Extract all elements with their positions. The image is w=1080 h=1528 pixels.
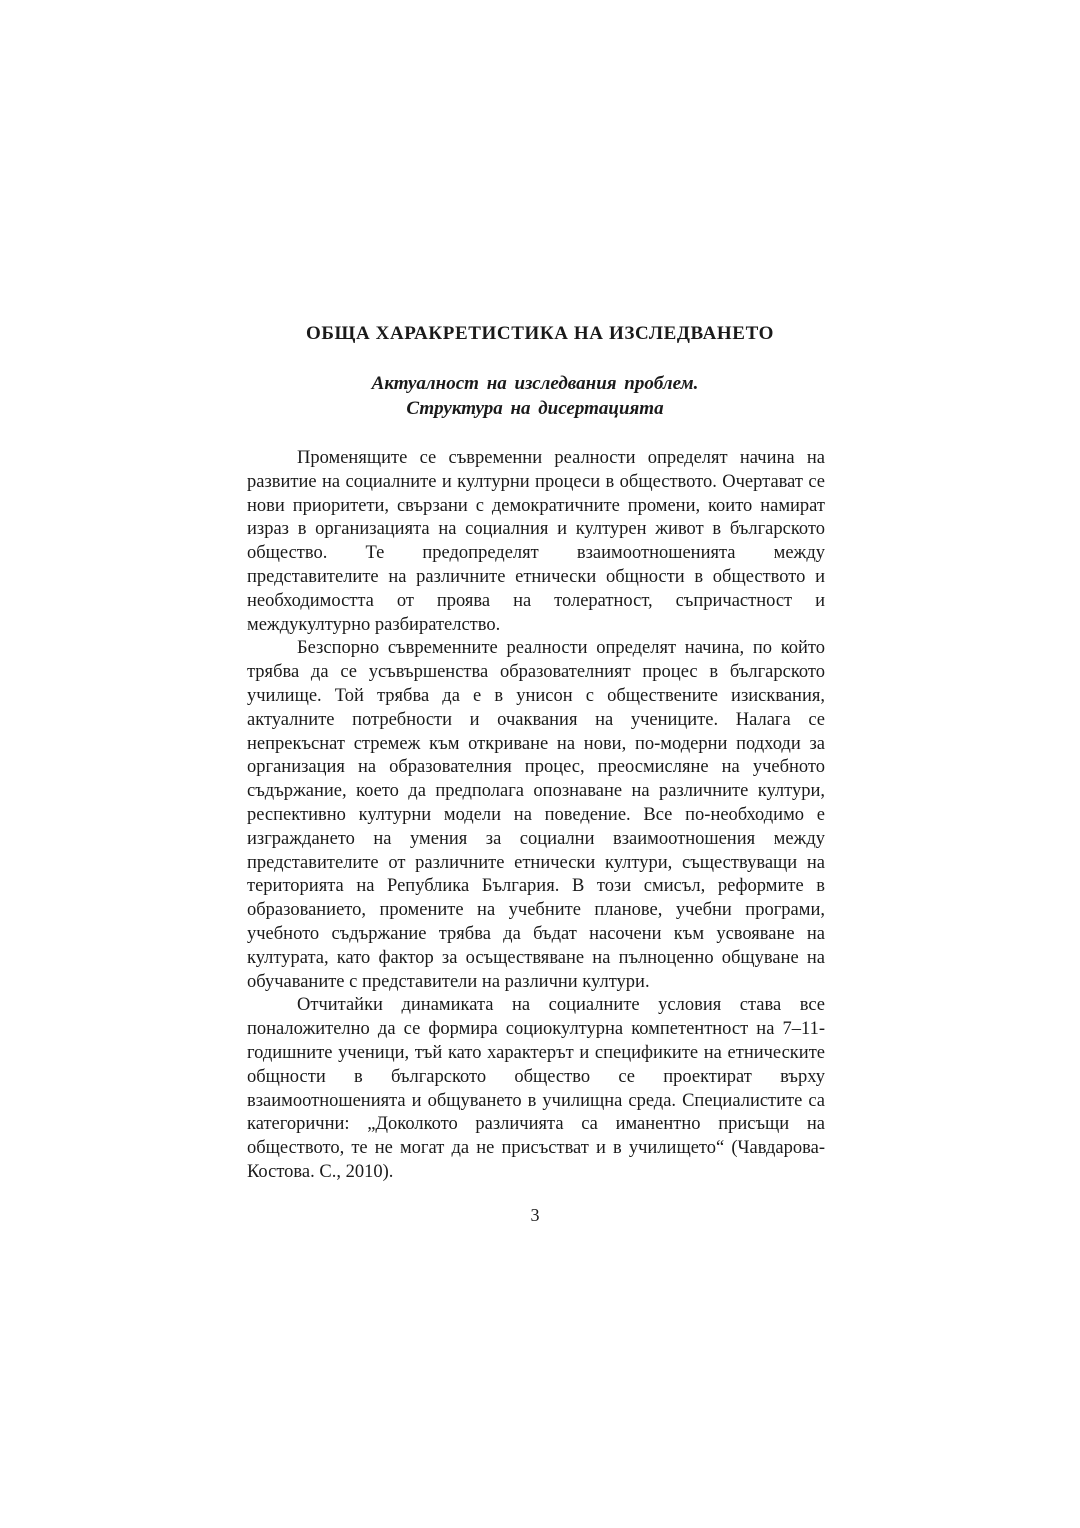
document-title: ОБЩА ХАРАКРЕТИСТИКА НА ИЗСЛЕДВАНЕТО: [305, 323, 774, 344]
body-text: [247, 447, 825, 1185]
subtitle-line-2: Структура на дисертацията: [406, 398, 664, 419]
subtitle-line-1: Актуалност на изследвания проблем.: [371, 373, 699, 394]
page-number: 3: [530, 1205, 540, 1225]
paragraph-2: Безспорно съвременните реалности определят начина, по който трябва да се усъвършенства образователният процес в българското училище. Той трябва да е в унисон с обществените изисквания, актуалните потребности и очаквания на учениците. Налага се непрекъснат стремеж към откриване на нови, по-модерни подходи за организация на образователния процес, преосмисляне на учебното съдържание, което да предполага опознаване на различните култури, респективно културни модели на поведение. Все по-необходимо е изграждането на умения за социални взаимоотношения между представителите от различните етнически култури, съществуващи на територията на Република България. В този смисъл, реформите в образованието, промените на учебните планове, учебни програми, учебното съдържание трябва да бъдат насочени към усвояване на културата, като фактор за осъществяване на пълноценно общуване на обучаваните с представители на различни култури.: [247, 638, 825, 992]
paragraph-3: Отчитайки динамиката на социалните условия става все поналожително да се формира социокултурна компетентност на 7–11-годишните ученици, тъй като характерът и спецификите на етническите общности в българското общество се проектират върху взаимоотношенията и общуването в училищна среда. Специалистите са категорични: „Доколкото различията са иманентно присъщи на обществото, те не могат да не присъстват и в училището“ (Чавдарова-Костова. С., 2010).: [247, 995, 825, 1182]
section-subtitle: [0, 371, 1070, 421]
paragraph-1: Променящите се съвременни реалности определят начина на развитие на социалните и културни процеси в обществото. Очертават се нови приоритети, свързани с демократичните промени, които намират израз в организацията на социалния и културен живот в българското общество. Те предопределят взаимоотношенията между представителите на различните етнически общности в обществото и необходимостта от проява на толератност, съпричастност и междукултурно разбирателство.: [247, 448, 825, 635]
